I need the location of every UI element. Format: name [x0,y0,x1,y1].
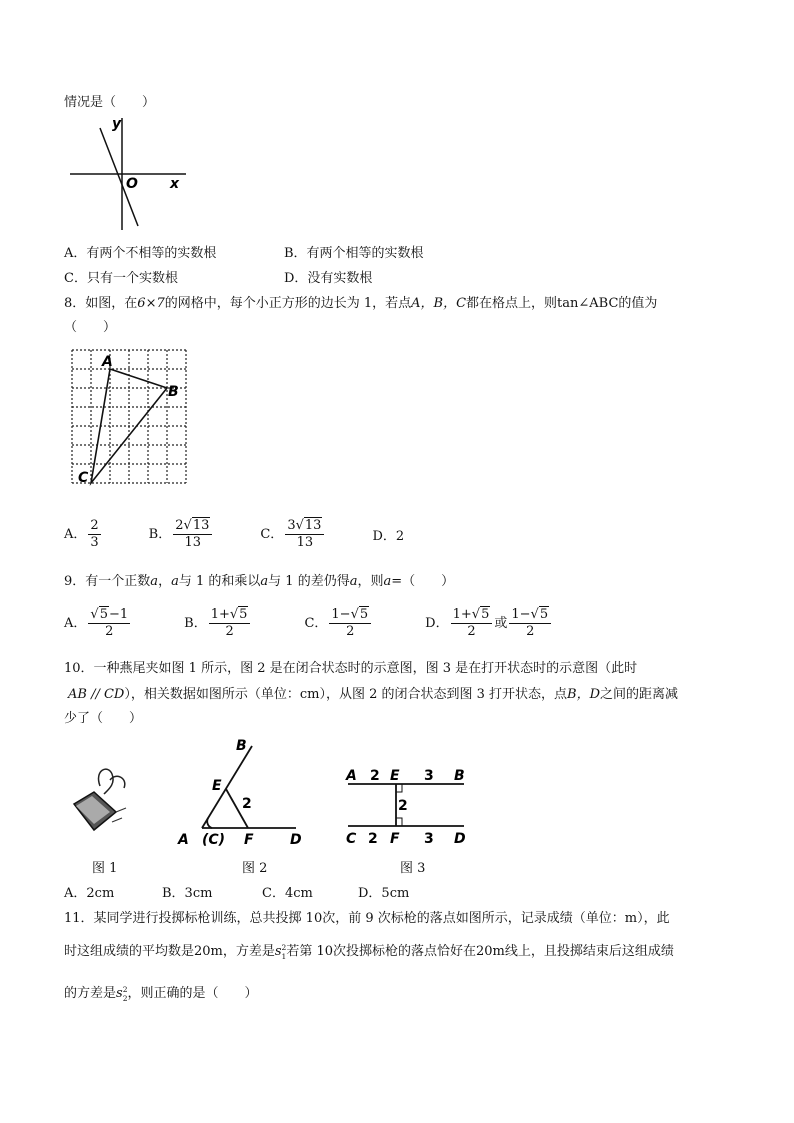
q7-stem-tail: 情况是（ ） [64,95,156,110]
q10-parallel-math: AB // CD [68,687,125,702]
q8-grid-figure [68,346,190,490]
q8-points: A，B，C [411,296,467,311]
label-e: E [390,768,400,784]
label-b: B [236,738,247,754]
q8-options-row [64,514,404,554]
q11-line3: 的方差是s 2 2 ，则正确的是（ ） [64,984,258,1003]
label-two: 2 [242,796,252,812]
q10-number: 10． [64,661,94,676]
q7-option-a[interactable]: A．有两个不相等的实数根 [64,246,217,261]
angle-arc [207,818,212,828]
label-b: B [454,768,465,784]
origin-label: O [126,176,138,192]
q9-options-row [64,602,553,644]
q10-line3: 少了（ ） [64,711,143,726]
q8-text-d: 的值为 [618,296,658,311]
open-state-figure [340,760,480,852]
q8-option-c[interactable]: C． $\frac{3√13}{13}$ [260,518,326,551]
q8-text-b: 的网格中，每个小正方形的边长为 1，若点 [164,296,412,311]
q10-line2: AB // CD），相关数据如图所示（单位：cm），从图 2 的闭合状态到图 3 打开状态，点B，D之间的距离减 [68,687,679,702]
q8-grid-size: 6×7 [137,296,165,311]
q7-option-d[interactable]: D．没有实数根 [284,271,373,286]
clip-handle-1 [99,769,114,794]
q8-number: 8． [64,296,86,311]
variance-s1: s [274,944,282,959]
label-d: D [290,832,302,848]
label-d: D [454,831,466,847]
label-ef: 2 [398,798,408,814]
q8-stem-line1 [64,292,657,311]
grid-lines [72,350,186,483]
label-f: F [244,832,254,848]
label-ae: 2 [370,768,380,784]
label-fd: 3 [424,831,434,847]
q9-option-d[interactable]: D． $\frac{1+√5}{2}$ 或 $\frac{1-√5}{2}$ [425,607,553,640]
q8-stem-line2: （ ） [64,320,117,335]
q9-option-b[interactable]: B． $\frac{1+√5}{2}$ [184,607,252,640]
q8-text-c: 都在格点上，则 [466,296,558,311]
q8-option-b[interactable]: B． $\frac{2√13}{13}$ [149,518,215,551]
label-c: (C) [202,832,226,848]
label-cf: 2 [368,831,378,847]
point-c-label: C [78,470,89,486]
q10-line1: 10．一种燕尾夹如图 1 所示，图 2 是在闭合状态时的示意图，图 3 是在打开状态时的示意图（此时 [64,661,638,676]
q10-option-c[interactable]: C．4cm [262,886,313,901]
q11-line1: 11．某同学进行投掷标枪训练，总共投掷 10次，前 9 次标枪的落点如图所示，记录成绩（单位：m），此 [64,911,670,926]
q8-text-a: 如图，在 [85,296,138,311]
q9-number: 9． [64,574,86,589]
q7-graph-figure [64,114,190,234]
q8-tan: tan∠ABC [557,296,619,311]
label-a: A [346,768,357,784]
y-label: y [112,116,122,132]
fig3-caption: 图 3 [400,861,426,876]
q9-stem: 9．有一个正数a，a与 1 的和乘以a与 1 的差仍得a，则a=（ ） [64,574,455,589]
q11-line2: 时这组成绩的平均数是20m，方差是s 2 1 若第 10次投掷标枪的落点恰好在20m线上，且投掷结束后这组成绩 [64,942,674,961]
binder-clip-figure [64,760,136,840]
point-b-label: B [168,384,179,400]
q9-option-c[interactable]: C． $\frac{1-√5}{2}$ [304,607,373,640]
label-a: A [178,832,189,848]
fig1-caption: 图 1 [92,861,118,876]
point-a-label: A [102,354,113,370]
q8-option-d[interactable]: D．2 [372,528,405,544]
label-f: F [390,831,400,847]
q10-option-a[interactable]: A．2cm [64,886,115,901]
x-label: x [170,176,180,192]
label-e: E [212,778,222,794]
line-ab [202,746,252,828]
fig2-caption: 图 2 [242,861,268,876]
q8-option-a[interactable]: A． $\frac{2}{3}$ [64,517,99,550]
q9-option-a[interactable]: A． $\frac{√5-1}{2}$ [64,606,129,639]
q7-option-b[interactable]: B．有两个相等的实数根 [284,246,424,261]
q7-option-c[interactable]: C．只有一个实数根 [64,271,178,286]
variance-s2: s [116,986,123,1001]
q10-option-d[interactable]: D．5cm [358,886,410,901]
label-c: C [346,831,357,847]
label-eb: 3 [424,768,434,784]
q10-option-b[interactable]: B．3cm [162,886,213,901]
q11-number: 11． [64,911,94,926]
closed-state-figure [172,730,322,854]
